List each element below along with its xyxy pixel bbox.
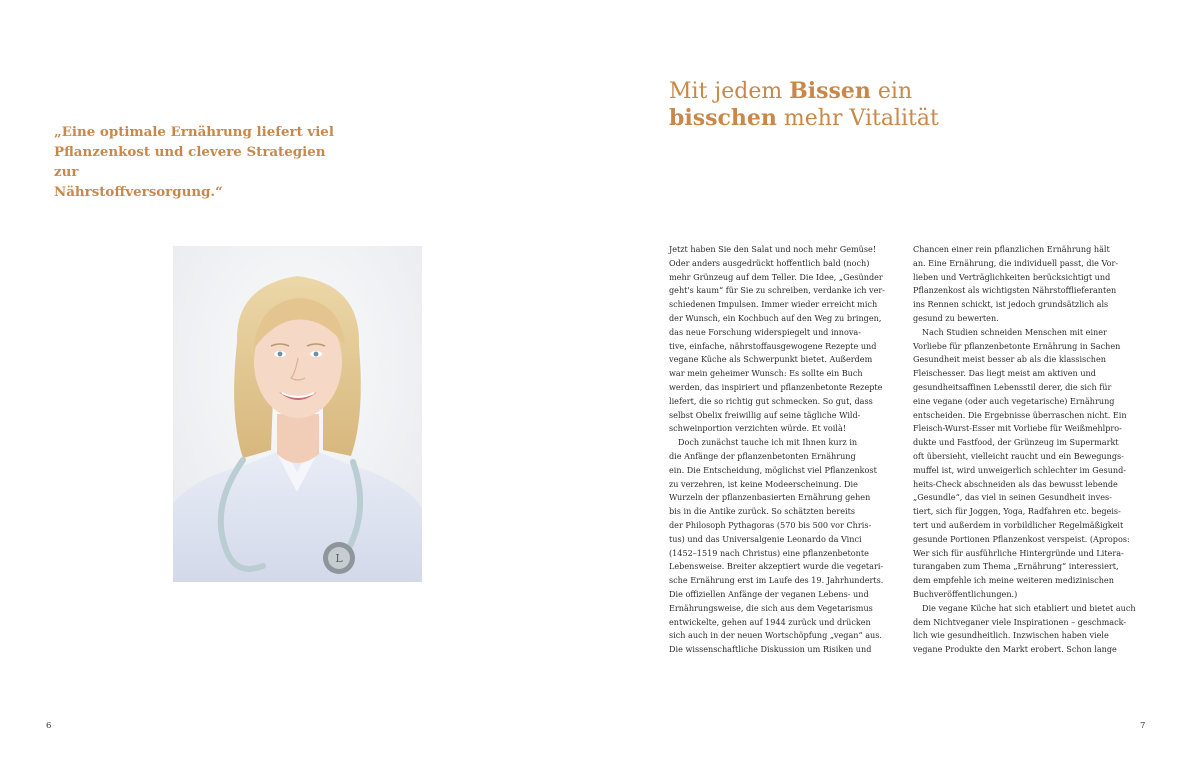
text-line: vegane Produkte den Markt erobert. Schon lange xyxy=(913,644,1117,655)
author-portrait xyxy=(173,246,422,582)
text-line: tiert, sich für Joggen, Yoga, Radfahren etc. begeis- xyxy=(913,506,1121,517)
text-line: zu verzehren, ist keine Modeerscheinung. Die xyxy=(669,478,858,489)
title-part: Mit jedem xyxy=(669,79,790,104)
text-line: Gesundheit meist besser ab als die klassischen xyxy=(913,354,1106,365)
text-line: Pflanzenkost als wichtigsten Nährstofflieferanten xyxy=(913,285,1117,296)
text-line: selbst Obelix freiwillig auf seine tägliche Wild- xyxy=(669,409,861,420)
page-number-left: 6 xyxy=(46,721,52,731)
text-line: dem Nichtveganer viele Inspirationen – geschmack- xyxy=(913,616,1127,627)
title-part: mehr Vitalität xyxy=(776,106,939,131)
text-line: geht's kaum“ für Sie zu schreiben, verdanke ich ver- xyxy=(669,285,885,296)
text-line: Fleischesser. Das liegt meist am aktiven und xyxy=(913,368,1096,379)
left-page xyxy=(0,0,595,765)
text-line: ins Rennen schickt, ist jedoch grundsätzlich als xyxy=(913,299,1109,310)
text-line: dukte und Fastfood, der Grünzeug im Supermarkt xyxy=(913,437,1119,448)
text-line: Buchveröffentlichungen.) xyxy=(913,588,1018,599)
text-line: Vorliebe für pflanzenbetonte Ernährung in Sachen xyxy=(913,340,1121,351)
title-emphasis: bisschen xyxy=(669,105,777,131)
title-part: ein xyxy=(870,79,913,104)
text-line: Chancen einer rein pflanzlichen Ernährung hält xyxy=(913,244,1110,254)
text-line: heits-Check abschneiden als das bewusst lebende xyxy=(913,478,1118,489)
text-line: an. Eine Ernährung, die individuell passt, die Vor- xyxy=(913,257,1119,268)
text-line: Fleisch-Wurst-Esser mit Vorliebe für Weißmehlpro- xyxy=(913,423,1122,434)
text-line: ein. Die Entscheidung, möglichst viel Pflanzenkost xyxy=(669,464,877,475)
text-line: das neue Forschung widerspiegelt und innova- xyxy=(669,326,861,337)
text-line: tus) und das Universalgenie Leonardo da Vinci xyxy=(669,533,862,544)
text-line: muffel ist, wird unweigerlich schlechter im Gesund- xyxy=(913,464,1127,475)
body-text-column-1 xyxy=(669,243,891,657)
text-line: Nach Studien schneiden Menschen mit einer xyxy=(922,326,1107,337)
text-line: liefert, die so richtig gut schmecken. So gut, dass xyxy=(669,395,873,406)
text-line: gesundheitsaffinen Lebensstil derer, die sich für xyxy=(913,381,1112,392)
text-line: „Gesundle“, das viel in seinen Gesundheit inves- xyxy=(913,492,1112,503)
text-line: Ernährungsweise, die sich aus dem Vegetarismus xyxy=(669,602,873,613)
text-line: lieben und Verträglichkeiten berücksichtigt und xyxy=(913,271,1111,282)
title-emphasis: Bissen xyxy=(789,78,871,104)
text-line: die Anfänge der pflanzenbetonten Ernährung xyxy=(669,450,856,461)
text-line: entwickelte, gehen auf 1944 zurück und drücken xyxy=(669,616,871,627)
body-text-column-2 xyxy=(913,243,1137,657)
text-line: (1452–1519 nach Christus) eine pflanzenbetonte xyxy=(669,547,869,558)
text-line: oft übersieht, vielleicht raucht und ein Bewegungs- xyxy=(913,450,1124,461)
text-line: tive, einfache, nährstoffausgewogene Rezepte und xyxy=(669,340,877,351)
text-line: entscheiden. Die Ergebnisse überraschen nicht. Ein xyxy=(913,409,1127,420)
text-line: Lebensweise. Breiter akzeptiert wurde die vegetari- xyxy=(669,561,884,572)
text-line: war mein geheimer Wunsch: Es sollte ein Buch xyxy=(669,368,863,379)
svg-text:L: L xyxy=(335,552,343,565)
page-number-right: 7 xyxy=(1140,721,1146,731)
right-page xyxy=(596,0,1191,765)
text-line: Oder anders ausgedrückt hoffentlich bald (noch) xyxy=(669,257,870,268)
text-line: werden, das inspiriert und pflanzenbetonte Rezepte xyxy=(669,381,883,392)
text-line: Wurzeln der pflanzenbasierten Ernährung gehen xyxy=(669,492,871,503)
text-line: Doch zunächst tauche ich mit Ihnen kurz in xyxy=(678,437,858,448)
text-line: Die wissenschaftliche Diskussion um Risiken und xyxy=(669,644,872,655)
text-line: Die vegane Küche hat sich etabliert und bietet auch xyxy=(922,602,1136,613)
text-line: vegane Küche als Schwerpunkt bietet. Außerdem xyxy=(669,354,873,365)
text-line: turangaben zum Thema „Ernährung“ interessiert, xyxy=(913,561,1119,572)
text-line: Jetzt haben Sie den Salat und noch mehr Gemüse! xyxy=(669,244,877,254)
text-line: tert und außerdem in vorbildlicher Regelmäßigkeit xyxy=(913,519,1124,530)
text-line: eine vegane (oder auch vegetarische) Ernährung xyxy=(913,395,1115,406)
text-line: bis in die Antike zurück. So schätzten bereits xyxy=(669,506,855,517)
text-line: mehr Grünzeug auf dem Teller. Die Idee, „Gesünder xyxy=(669,271,883,282)
text-line: lich wie gesundheitlich. Inzwischen haben viele xyxy=(913,630,1109,641)
pull-quote: „Eine optimale Ernährung liefert viel Pflanzenkost und clevere Strategien zur Nährstoffversorgung.“ xyxy=(54,124,334,200)
chapter-title xyxy=(669,78,1109,132)
text-line: Die offiziellen Anfänge der veganen Lebens- und xyxy=(669,588,869,599)
text-line: dem empfehle ich meine weiteren medizinischen xyxy=(913,575,1114,586)
text-line: Wer sich für ausführliche Hintergründe und Litera- xyxy=(913,547,1124,558)
text-line: gesunde Portionen Pflanzenkost verspeist. (Apropos: xyxy=(913,533,1130,544)
text-line: schiedenen Impulsen. Immer wieder erreicht mich xyxy=(669,299,878,310)
text-line: sche Ernährung erst im Laufe des 19. Jahrhunderts. xyxy=(669,575,884,586)
text-line: sich auch in der neuen Wortschöpfung „vegan“ aus. xyxy=(669,630,882,641)
text-line: gesund zu bewerten. xyxy=(913,312,999,323)
text-line: der Philosoph Pythagoras (570 bis 500 vor Chris- xyxy=(669,519,872,530)
text-line: schweinportion verzichten würde. Et voilà! xyxy=(669,423,847,434)
text-line: der Wunsch, ein Kochbuch auf den Weg zu bringen, xyxy=(669,312,882,323)
